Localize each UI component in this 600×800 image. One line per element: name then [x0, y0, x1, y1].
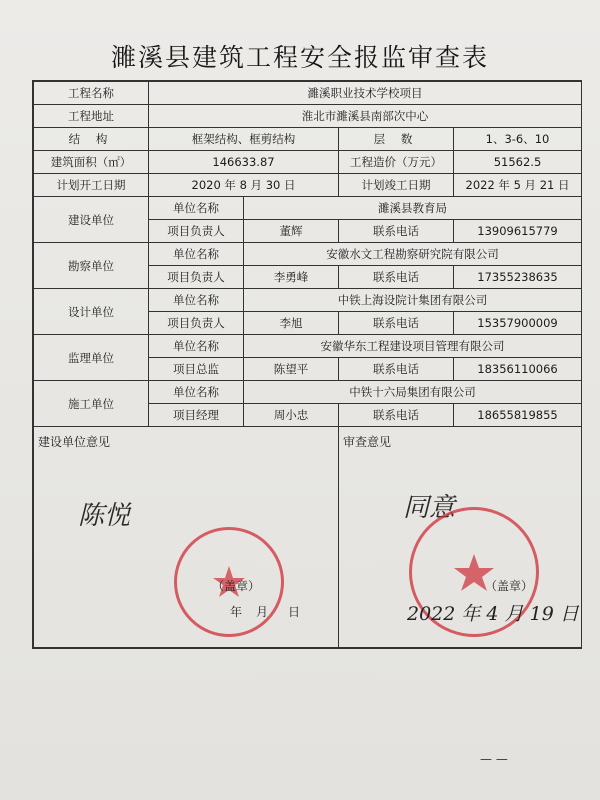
unit-name-value: 中铁十六局集团有限公司 — [244, 381, 582, 404]
phone-value: 18655819855 — [454, 404, 582, 427]
unit-name-label: 单位名称 — [149, 335, 244, 358]
floors-value: 1、3-6、10 — [454, 128, 582, 151]
person-value: 周小忠 — [244, 404, 339, 427]
party-unit-row — [34, 197, 582, 220]
structure-value: 框架结构、框剪结构 — [149, 128, 339, 151]
unit-name-value: 中铁上海设院计集团有限公司 — [244, 289, 582, 312]
party-role: 监理单位 — [34, 335, 149, 381]
project-name-label: 工程名称 — [34, 82, 149, 105]
document-title: 濉溪县建筑工程安全报监审查表 — [110, 43, 489, 72]
opinion-row — [34, 427, 582, 648]
phone-label: 联系电话 — [339, 358, 454, 381]
party-unit-row — [34, 335, 582, 358]
review-opinion-cell — [339, 427, 582, 648]
review-seal-label: （盖章） — [485, 579, 534, 593]
address-label: 工程地址 — [34, 105, 149, 128]
phone-label: 联系电话 — [339, 404, 454, 427]
person-label: 项目负责人 — [149, 266, 244, 289]
area-label: 建筑面积（㎡） — [34, 151, 149, 174]
party-role: 勘察单位 — [34, 243, 149, 289]
phone-value: 17355238635 — [454, 266, 582, 289]
start-date-value: 2020 年 8 月 30 日 — [149, 174, 339, 197]
phone-value: 15357900009 — [454, 312, 582, 335]
area-value: 146633.87 — [149, 151, 339, 174]
builder-opinion-label: 建设单位意见 — [38, 435, 111, 449]
person-value: 李勇峰 — [244, 266, 339, 289]
unit-name-label: 单位名称 — [149, 197, 244, 220]
unit-name-label: 单位名称 — [149, 381, 244, 404]
address-value: 淮北市濉溪县南部次中心 — [149, 105, 582, 128]
address-row — [34, 105, 582, 128]
unit-name-value: 濉溪县教育局 — [244, 197, 582, 220]
unit-name-label: 单位名称 — [149, 243, 244, 266]
builder-opinion-cell — [34, 427, 339, 648]
builder-seal-label: （盖章） — [212, 579, 261, 593]
review-date: 2022 年 4 月 19 日 — [407, 603, 579, 625]
end-date-label: 计划竣工日期 — [339, 174, 454, 197]
cost-label: 工程造价（万元） — [339, 151, 454, 174]
unit-name-label: 单位名称 — [149, 289, 244, 312]
person-label: 项目负责人 — [149, 220, 244, 243]
project-name-value: 濉溪职业技术学校项目 — [149, 82, 582, 105]
phone-label: 联系电话 — [339, 312, 454, 335]
person-label: 项目经理 — [149, 404, 244, 427]
cost-value: 51562.5 — [454, 151, 582, 174]
builder-signature: 陈悦 — [78, 501, 131, 531]
structure-label: 结 构 — [34, 128, 149, 151]
person-label: 项目负责人 — [149, 312, 244, 335]
phone-value: 13909615779 — [454, 220, 582, 243]
unit-name-value: 安徽水文工程勘察研究院有限公司 — [244, 243, 582, 266]
person-label: 项目总监 — [149, 358, 244, 381]
schedule-row — [34, 174, 582, 197]
review-signature: 同意 — [403, 493, 456, 523]
party-role: 设计单位 — [34, 289, 149, 335]
party-role: 建设单位 — [34, 197, 149, 243]
review-opinion-label: 审查意见 — [343, 435, 392, 449]
unit-name-value: 安徽华东工程建设项目管理有限公司 — [244, 335, 582, 358]
date-year-label: 年 — [230, 605, 243, 619]
phone-label: 联系电话 — [339, 220, 454, 243]
review-form — [32, 80, 582, 649]
footer-dash: — — — [480, 752, 508, 766]
info-table — [33, 81, 582, 648]
party-unit-row — [34, 289, 582, 312]
structure-row — [34, 128, 582, 151]
phone-value: 18356110066 — [454, 358, 582, 381]
party-unit-row — [34, 381, 582, 404]
person-value: 李旭 — [244, 312, 339, 335]
party-unit-row — [34, 243, 582, 266]
start-date-label: 计划开工日期 — [34, 174, 149, 197]
end-date-value: 2022 年 5 月 21 日 — [454, 174, 582, 197]
party-role: 施工单位 — [34, 381, 149, 427]
date-day-label: 日 — [288, 605, 301, 619]
date-month-label: 月 — [256, 605, 269, 619]
phone-label: 联系电话 — [339, 266, 454, 289]
project-name-row — [34, 82, 582, 105]
floors-label: 层 数 — [339, 128, 454, 151]
area-row — [34, 151, 582, 174]
person-value: 陈望平 — [244, 358, 339, 381]
person-value: 董辉 — [244, 220, 339, 243]
